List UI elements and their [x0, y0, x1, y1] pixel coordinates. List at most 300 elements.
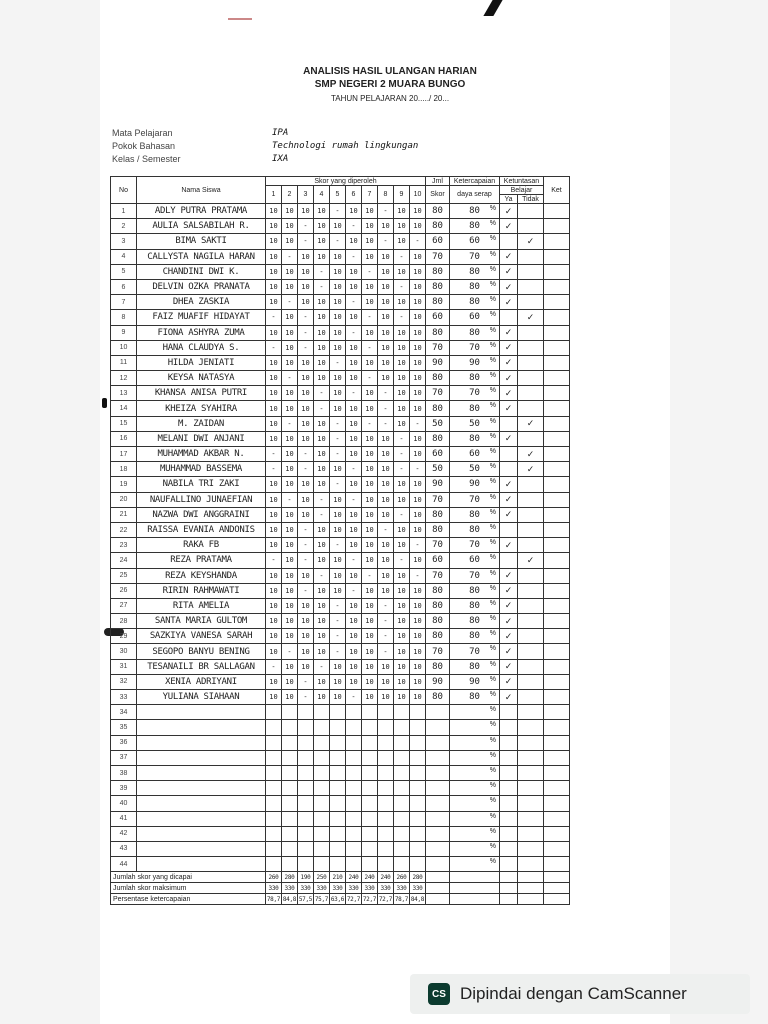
note-cell	[544, 705, 570, 720]
item-score: 10	[362, 325, 378, 340]
reached-score: 260	[266, 872, 282, 883]
item-score: 10	[282, 279, 298, 294]
item-score: 10	[410, 340, 426, 355]
total-score: 80	[426, 522, 450, 537]
achievement-cell	[450, 644, 500, 659]
item-score: -	[362, 264, 378, 279]
item-score: 10	[362, 386, 378, 401]
achievement-value: 80	[469, 661, 480, 672]
complete-yes-mark	[500, 234, 518, 249]
achievement-cell	[450, 355, 500, 370]
note-cell	[544, 614, 570, 629]
note-cell	[544, 553, 570, 568]
item-score	[346, 735, 362, 750]
complete-no-mark	[518, 522, 544, 537]
note-cell	[544, 690, 570, 705]
item-score: 10	[298, 629, 314, 644]
item-score	[298, 750, 314, 765]
item-score: -	[266, 340, 282, 355]
item-score: 10	[266, 249, 282, 264]
total-score: 80	[426, 659, 450, 674]
item-score: 10	[362, 553, 378, 568]
total-score: 80	[426, 629, 450, 644]
item-score	[394, 796, 410, 811]
total-score	[426, 826, 450, 841]
student-name: XENIA ADRIYANI	[137, 674, 266, 689]
item-score: 10	[314, 249, 330, 264]
achievement-cell	[450, 568, 500, 583]
item-score: 10	[410, 325, 426, 340]
item-score: 10	[282, 340, 298, 355]
item-score: 10	[314, 644, 330, 659]
percent-sign: %	[489, 539, 496, 547]
item-score: -	[282, 416, 298, 431]
complete-yes-mark: ✓	[500, 492, 518, 507]
percent-sign: %	[489, 797, 496, 805]
item-score: 10	[330, 325, 346, 340]
achievement-cell	[450, 340, 500, 355]
item-score	[282, 796, 298, 811]
footer-empty-cell	[500, 872, 518, 883]
item-score: 10	[378, 447, 394, 462]
col-name: Nama Siswa	[137, 177, 266, 204]
item-percentage: 72,7	[362, 895, 377, 903]
item-score	[362, 720, 378, 735]
item-score: 10	[298, 371, 314, 386]
complete-yes-mark: ✓	[500, 264, 518, 279]
item-score	[282, 765, 298, 780]
item-score: 10	[346, 204, 362, 219]
complete-no-mark	[518, 659, 544, 674]
student-name: HANA CLAUDYA S.	[137, 340, 266, 355]
percent-sign: %	[489, 356, 496, 364]
note-cell	[544, 386, 570, 401]
row-number: 30	[111, 644, 137, 659]
item-score: 10	[330, 310, 346, 325]
item-score	[362, 811, 378, 826]
footer-empty-cell	[426, 872, 450, 883]
item-score: 10	[314, 522, 330, 537]
item-score	[266, 705, 282, 720]
percent-sign: %	[489, 372, 496, 380]
item-score: 10	[266, 219, 282, 234]
item-score: -	[378, 204, 394, 219]
achievement-cell	[450, 325, 500, 340]
item-score: 10	[298, 598, 314, 613]
item-score: 10	[330, 219, 346, 234]
item-score: 10	[314, 598, 330, 613]
achievement-value: 80	[469, 403, 480, 414]
note-cell	[544, 674, 570, 689]
meta-row	[112, 139, 512, 152]
item-score	[362, 765, 378, 780]
achievement-cell	[450, 279, 500, 294]
item-score: -	[410, 462, 426, 477]
item-score: -	[298, 310, 314, 325]
complete-no-mark	[518, 431, 544, 446]
row-number: 38	[111, 765, 137, 780]
percent-sign: %	[489, 645, 496, 653]
student-name: KHEIZA SYAHIRA	[137, 401, 266, 416]
complete-yes-mark: ✓	[500, 674, 518, 689]
item-score: 10	[282, 401, 298, 416]
item-score: 10	[378, 538, 394, 553]
achievement-value: 50	[469, 464, 480, 475]
item-score: 10	[266, 492, 282, 507]
note-cell	[544, 249, 570, 264]
footer-empty-cell	[518, 872, 544, 883]
item-score	[266, 811, 282, 826]
item-score: -	[346, 583, 362, 598]
item-score	[314, 735, 330, 750]
meta-block	[112, 126, 512, 165]
complete-yes-mark: ✓	[500, 644, 518, 659]
item-score: -	[378, 401, 394, 416]
item-score: -	[314, 401, 330, 416]
item-score	[346, 841, 362, 856]
percent-sign: %	[489, 417, 496, 425]
item-score: 10	[298, 355, 314, 370]
item-score: -	[394, 310, 410, 325]
item-score	[298, 720, 314, 735]
row-number: 40	[111, 796, 137, 811]
item-score: 10	[298, 279, 314, 294]
row-number: 1	[111, 204, 137, 219]
item-percentage: 72,7	[346, 895, 361, 903]
table-row	[111, 614, 570, 629]
student-name: RITA AMELIA	[137, 598, 266, 613]
note-cell	[544, 447, 570, 462]
total-score: 80	[426, 371, 450, 386]
achievement-cell	[450, 492, 500, 507]
complete-no-mark	[518, 735, 544, 750]
item-score	[410, 826, 426, 841]
item-score: 10	[266, 674, 282, 689]
row-number: 33	[111, 690, 137, 705]
item-score: -	[378, 598, 394, 613]
item-score	[282, 781, 298, 796]
achievement-value: 60	[469, 555, 480, 566]
item-score: 10	[266, 614, 282, 629]
percent-sign: %	[489, 706, 496, 714]
item-score: 10	[314, 219, 330, 234]
item-score: 10	[362, 690, 378, 705]
item-score: -	[266, 310, 282, 325]
achievement-cell	[450, 583, 500, 598]
student-name: SEGOPO BANYU BENING	[137, 644, 266, 659]
achievement-cell	[450, 781, 500, 796]
percent-sign: %	[489, 265, 496, 273]
item-score: 10	[282, 614, 298, 629]
complete-no-mark	[518, 781, 544, 796]
table-row	[111, 386, 570, 401]
col-yes: Ya	[500, 195, 518, 204]
item-score	[394, 841, 410, 856]
item-score: 10	[314, 614, 330, 629]
note-cell	[544, 401, 570, 416]
percent-sign: %	[489, 280, 496, 288]
total-score: 80	[426, 401, 450, 416]
item-score: 10	[394, 659, 410, 674]
item-score: 10	[314, 583, 330, 598]
achievement-value: 50	[469, 418, 480, 429]
item-score: -	[378, 629, 394, 644]
achievement-cell	[450, 401, 500, 416]
complete-no-mark	[518, 705, 544, 720]
note-cell	[544, 340, 570, 355]
item-score: -	[298, 674, 314, 689]
item-score: 10	[346, 279, 362, 294]
item-score: 10	[378, 249, 394, 264]
table-row	[111, 477, 570, 492]
item-score	[394, 705, 410, 720]
total-score: 50	[426, 462, 450, 477]
item-score: 10	[282, 355, 298, 370]
max-score: 330	[394, 883, 410, 894]
percent-sign: %	[489, 508, 496, 516]
item-score	[330, 857, 346, 872]
reached-score: 280	[282, 872, 298, 883]
item-score: 10	[362, 659, 378, 674]
item-score: 10	[362, 674, 378, 689]
item-score	[298, 796, 314, 811]
footer-reached-label: Jumlah skor yang dicapai	[111, 872, 266, 883]
note-cell	[544, 598, 570, 613]
item-score: -	[394, 447, 410, 462]
achievement-cell	[450, 234, 500, 249]
item-score	[394, 781, 410, 796]
item-score	[330, 841, 346, 856]
note-cell	[544, 659, 570, 674]
item-score: 10	[266, 295, 282, 310]
item-score: -	[298, 538, 314, 553]
student-name: CHANDINI DWI K.	[137, 264, 266, 279]
student-name	[137, 765, 266, 780]
item-percentage: 78,7	[266, 895, 281, 903]
item-score: 10	[410, 431, 426, 446]
complete-no-mark	[518, 826, 544, 841]
row-number: 23	[111, 538, 137, 553]
achievement-cell	[450, 857, 500, 872]
table-row	[111, 219, 570, 234]
item-score	[314, 705, 330, 720]
item-score	[410, 750, 426, 765]
achievement-cell	[450, 431, 500, 446]
item-score: 10	[314, 431, 330, 446]
complete-yes-mark	[500, 750, 518, 765]
item-score: -	[346, 690, 362, 705]
total-score	[426, 781, 450, 796]
item-score: 10	[314, 538, 330, 553]
percent-sign: %	[489, 523, 496, 531]
item-percentage: 84,8	[282, 895, 297, 903]
total-score: 80	[426, 219, 450, 234]
total-score: 80	[426, 614, 450, 629]
item-score	[314, 796, 330, 811]
row-number: 16	[111, 431, 137, 446]
item-score	[282, 811, 298, 826]
note-cell	[544, 735, 570, 750]
achievement-cell	[450, 690, 500, 705]
item-score: 10	[330, 659, 346, 674]
total-score: 80	[426, 583, 450, 598]
item-score: -	[298, 553, 314, 568]
item-score	[394, 720, 410, 735]
item-score: 10	[282, 462, 298, 477]
student-name	[137, 705, 266, 720]
achievement-value: 70	[469, 388, 480, 399]
table-header	[111, 177, 570, 204]
total-score: 80	[426, 279, 450, 294]
item-score: -	[378, 644, 394, 659]
note-cell	[544, 857, 570, 872]
col-item-6: 6	[346, 186, 362, 204]
item-score: 10	[314, 355, 330, 370]
item-score	[394, 750, 410, 765]
table-row	[111, 538, 570, 553]
complete-yes-mark	[500, 765, 518, 780]
item-score: -	[282, 492, 298, 507]
col-no-complete: Tidak	[518, 195, 544, 204]
row-number: 26	[111, 583, 137, 598]
percent-sign: %	[489, 478, 496, 486]
complete-yes-mark: ✓	[500, 583, 518, 598]
item-score: 10	[362, 234, 378, 249]
item-score	[298, 735, 314, 750]
note-cell	[544, 219, 570, 234]
complete-no-mark	[518, 538, 544, 553]
item-score: -	[394, 279, 410, 294]
total-score: 70	[426, 644, 450, 659]
row-number: 36	[111, 735, 137, 750]
item-score: 10	[378, 477, 394, 492]
item-score	[282, 841, 298, 856]
item-score: 10	[314, 234, 330, 249]
item-score: 10	[266, 416, 282, 431]
achievement-value: 80	[469, 631, 480, 642]
complete-yes-mark: ✓	[500, 219, 518, 234]
percent-sign: %	[489, 205, 496, 212]
student-name	[137, 735, 266, 750]
total-score: 70	[426, 568, 450, 583]
student-name: YULIANA SIAHAAN	[137, 690, 266, 705]
item-score	[410, 735, 426, 750]
complete-yes-mark	[500, 553, 518, 568]
item-score	[346, 781, 362, 796]
item-score: 10	[282, 674, 298, 689]
percent-sign: %	[489, 235, 496, 243]
item-score	[378, 811, 394, 826]
item-score	[298, 857, 314, 872]
student-name	[137, 750, 266, 765]
col-item-1: 1	[266, 186, 282, 204]
item-score: 10	[410, 477, 426, 492]
item-score: 10	[282, 447, 298, 462]
item-score: -	[410, 568, 426, 583]
col-item-8: 8	[378, 186, 394, 204]
row-number: 28	[111, 614, 137, 629]
footer-empty-cell	[544, 872, 570, 883]
student-name: DELVIN OZKA PRANATA	[137, 279, 266, 294]
item-score	[346, 857, 362, 872]
item-score: 10	[378, 492, 394, 507]
complete-no-mark	[518, 401, 544, 416]
item-score	[410, 857, 426, 872]
item-score: 10	[282, 629, 298, 644]
table-row	[111, 249, 570, 264]
achievement-cell	[450, 447, 500, 462]
student-name: FIONA ASHYRA ZUMA	[137, 325, 266, 340]
item-score	[378, 705, 394, 720]
item-score: 10	[314, 690, 330, 705]
meta-row	[112, 152, 512, 165]
meta-value: IXA	[272, 153, 289, 164]
item-score: 10	[362, 492, 378, 507]
item-score	[314, 826, 330, 841]
item-score: 10	[298, 507, 314, 522]
achievement-cell	[450, 841, 500, 856]
col-score-group: Skor yang diperoleh	[266, 177, 426, 186]
achievement-cell	[450, 538, 500, 553]
item-score: 10	[266, 522, 282, 537]
reached-score: 250	[314, 872, 330, 883]
item-score: -	[394, 249, 410, 264]
item-score: -	[266, 553, 282, 568]
max-score: 330	[346, 883, 362, 894]
achievement-cell	[450, 553, 500, 568]
item-score: 10	[410, 583, 426, 598]
item-score: 10	[362, 614, 378, 629]
note-cell	[544, 295, 570, 310]
item-score: 10	[378, 295, 394, 310]
achievement-value: 80	[469, 585, 480, 596]
reached-score: 210	[330, 872, 346, 883]
complete-no-mark	[518, 492, 544, 507]
item-score: 10	[394, 522, 410, 537]
achievement-value: 80	[469, 297, 480, 308]
item-score: -	[346, 295, 362, 310]
item-score: -	[410, 234, 426, 249]
percent-sign: %	[489, 584, 496, 592]
row-number: 44	[111, 857, 137, 872]
item-score: 10	[362, 295, 378, 310]
note-cell	[544, 355, 570, 370]
total-score: 60	[426, 310, 450, 325]
item-score	[394, 765, 410, 780]
reached-score: 240	[378, 872, 394, 883]
item-score: 10	[362, 204, 378, 219]
student-name: M. ZAIDAN	[137, 416, 266, 431]
complete-no-mark	[518, 614, 544, 629]
total-score: 90	[426, 355, 450, 370]
item-score: 10	[298, 492, 314, 507]
item-score: 10	[330, 507, 346, 522]
footer-empty-cell	[518, 883, 544, 894]
item-score: 10	[394, 416, 410, 431]
item-score: 10	[282, 204, 298, 219]
row-number: 24	[111, 553, 137, 568]
student-name: MELANI DWI ANJANI	[137, 431, 266, 446]
achievement-cell	[450, 264, 500, 279]
max-score: 330	[266, 883, 282, 894]
item-score: 10	[282, 522, 298, 537]
item-score: 10	[378, 674, 394, 689]
item-score: 10	[346, 416, 362, 431]
total-score	[426, 735, 450, 750]
total-score: 70	[426, 340, 450, 355]
item-score: 10	[346, 568, 362, 583]
complete-no-mark	[518, 811, 544, 826]
